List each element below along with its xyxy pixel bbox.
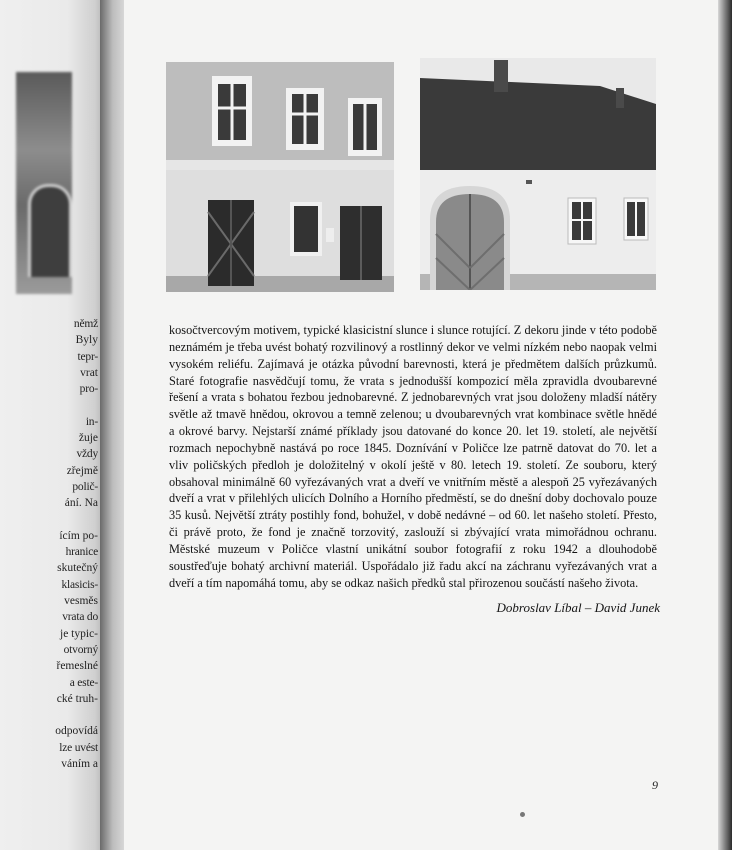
- previous-page-line: váním a: [61, 758, 98, 771]
- previous-page-line: lze uvést: [59, 741, 98, 754]
- previous-page-line: [6, 512, 98, 528]
- previous-page-line: je typic-: [60, 627, 98, 640]
- previous-page-line: in-: [85, 415, 98, 428]
- previous-page-line: vrata do: [62, 611, 98, 624]
- previous-page-text: [6, 316, 98, 772]
- previous-page-line: cké truh-: [56, 692, 98, 705]
- author-signature: Dobroslav Líbal – David Junek: [496, 600, 660, 615]
- previous-page-line: [6, 397, 98, 413]
- previous-page-line: a este-: [69, 676, 98, 689]
- previous-page-photo: [16, 72, 72, 294]
- previous-page-line: otvorný: [63, 643, 98, 656]
- previous-page: [0, 0, 112, 850]
- page-number: 9: [652, 778, 658, 792]
- previous-page-line: klasicis-: [61, 578, 98, 591]
- page-edge: [718, 0, 732, 850]
- photo-classicist-facade: [166, 62, 394, 292]
- previous-page-line: ícím po-: [59, 529, 98, 542]
- previous-page-line: odpovídá: [55, 725, 98, 738]
- paper-speck: [520, 812, 525, 817]
- previous-page-line: vrat: [80, 366, 98, 379]
- previous-page-line: ání. Na: [64, 497, 98, 510]
- previous-page-line: němž: [73, 318, 98, 330]
- previous-page-line: polič-: [72, 480, 98, 493]
- previous-page-line: pro-: [79, 383, 98, 396]
- previous-page-line: tepr-: [77, 350, 98, 363]
- previous-page-line: skutečný: [57, 562, 98, 575]
- photo-cottage-arched-gate: [420, 58, 656, 290]
- article-text: [169, 322, 657, 592]
- previous-page-line: Byly: [75, 334, 98, 347]
- body-paragraph: kosočtvercovým motivem, typické klasicistní slunce i slunce rotující. Z dekoru jinde v této podobě neznámém je třeba uvést bohatý rozvilinový a rostlinný dekor ve velmi nízkém nebo naopak velmi vysokém reliéfu. Zajímavá je otázka původní barevnosti, která je předmětem dalších průzkumů. Staré fotografie nasvědčují tomu, že vrata s jednodušší kompozicí měla zpravidla dvoubarevné řešení a vrata s bohatou řezbou jednobarevné. Z jednobarevných vrat jsou doloženy mladší nátěry světle až tmavě hnědou, okrovou a temně zelenou; u dvoubarevných vrat kombinace světle hnědé a okrové barvy. Nejstarší známé příklady jsou datované do konce 20. let 19. století, ale největší rozmach nepochybně nastává po roce 1845. Doznívání v Poličce lze patrně datovat do 70. let a vliv poličských předloh je doložitelný v okolí ještě v 80. letech 19. století. Ze souboru, který obsahoval minimálně 60 vyřezávaných vrat a dveří ve vnitřním městě a alespoň 25 vyřezávaných dveří a vrat v přilehlých ulicích Dolního a Horního předměstí, se do dnešní doby dochovalo pouze 35 kusů. Největší ztráty postihly fond, bohužel, v době nedávné – od 60. let našeho století. Přesto, či právě proto, že fond je značně torzovitý, zaslouží si zbývající vrata mimořádnou ochranu. Městské muzeum v Poličce vlastní unikátní soubor fotografií z roku 1942 a dlouhodobě soustřeďuje bohatý archivní materiál. Uspořádalo již řadu akcí na záchranu vyřezávaných vrat a dveří a tím napomáhá tomu, aby se odkaz našich předků stal přirozenou součástí našeho života.: [169, 323, 657, 590]
- previous-page-line: hranice: [65, 546, 98, 559]
- previous-page-line: vesměs: [64, 595, 98, 608]
- arch-doorway-icon: [28, 184, 72, 277]
- previous-page-line: [6, 707, 98, 723]
- previous-page-line: zřejmě: [66, 464, 98, 477]
- previous-page-line: žuje: [78, 432, 98, 445]
- previous-page-line: řemeslné: [56, 660, 98, 673]
- previous-page-line: vždy: [76, 448, 98, 461]
